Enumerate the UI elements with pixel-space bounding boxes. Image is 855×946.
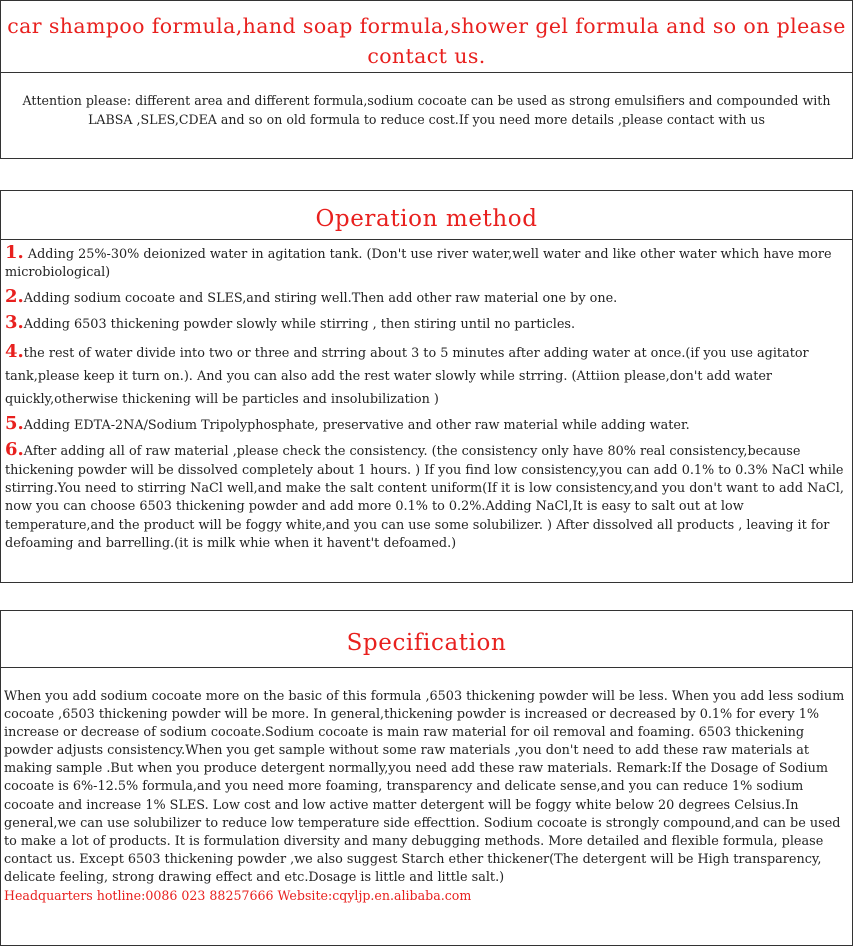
step-number: 5. bbox=[5, 413, 24, 435]
specification-body bbox=[1, 668, 852, 906]
attention-text: Attention please: different area and different formula,sodium cocoate can be used as strong emulsifiers and compounded with LABSA ,SLES,CDEA and so on old formula to reduce cost.If you need more details ,please contact with us bbox=[22, 93, 831, 127]
header-title-box bbox=[0, 0, 853, 73]
header-title: car shampoo formula,hand soap formula,shower gel formula and so on please contact us. bbox=[7, 14, 846, 68]
specification-section bbox=[0, 610, 853, 946]
specification-title: Specification bbox=[1, 611, 852, 668]
operation-section bbox=[0, 190, 853, 583]
specification-paragraph: When you add sodium cocoate more on the basic of this formula ,6503 thickening powder will be less. When you add less sodium cocoate ,6503 thickening powder will be more. In general,thickening powder is increased or decreased by 0.1% for every 1% increase or decrease of sodium cocoate.Sodium cocoate is main raw material for oil removal and foaming. 6503 thickening powder adjusts consistency.When you get sample without some raw materials ,you don't need to add these raw materials at making sample .But when you produce detergent normally,you need add these raw materials. Remark:If the Dosage of Sodium cocoate is 6%-12.5% formula,and you need more foaming, transparency and delicate sense,and you can reduce 1% sodium cocoate and increase 1% SLES. Low cost and low active matter detergent will be foggy white below 20 degrees Celsius.In general,we can use solubilizer to reduce low temperature side effecttion. Sodium cocoate is strongly compound,and can be used to make a lot of products. It is formulation diversity and many debugging methods. More detailed and flexible formula, please contact us. Except 6503 thickening powder ,we also suggest Starch ether thickener(The detergent will be High transparency, delicate feeling, strong drawing effect and etc.Dosage is little and little salt.) bbox=[4, 689, 845, 885]
step-3 bbox=[5, 311, 848, 334]
step-2 bbox=[5, 285, 848, 308]
step-number: 6. bbox=[5, 439, 24, 461]
step-number: 2. bbox=[5, 285, 24, 307]
step-text: Adding 6503 thickening powder slowly while stirring , then stiring until no particles. bbox=[23, 316, 576, 332]
step-number: 3. bbox=[5, 311, 24, 333]
step-text: Adding 25%-30% deionized water in agitation tank. (Don't use river water,well water and like other water which have more microbiological) bbox=[5, 247, 832, 281]
hotline-text: Headquarters hotline:0086 023 88257666 Website:cqyljp.en.alibaba.com bbox=[4, 888, 472, 904]
operation-title: Operation method bbox=[1, 191, 852, 240]
step-6 bbox=[5, 441, 848, 553]
step-5 bbox=[5, 415, 848, 435]
step-text: Adding sodium cocoate and SLES,and stiring well.Then add other raw material one by one. bbox=[23, 290, 618, 306]
attention-box bbox=[0, 72, 853, 159]
step-text: Adding EDTA-2NA/Sodium Tripolyphosphate, preservative and other raw material while adding water. bbox=[23, 418, 690, 434]
operation-steps bbox=[1, 244, 852, 553]
step-text: the rest of water divide into two or three and strring about 3 to 5 minutes after adding water at once.(if you use agitator tank,please keep it turn on.). And you can also add the rest water slowly while strring. (Attiion please,don't add water quickly,otherwise thickening will be particles and insolubilization ) bbox=[5, 346, 809, 408]
step-text: After adding all of raw material ,please check the consistency. (the consistency only have 80% real consistency,because thickening powder will be dissolved completely about 1 hours. ) If you find low consistency,you can add 0.1% to 0.3% NaCl while stirring.You need to stirring NaCl well,and make the salt content uniform(If it is low consistency,and you don't want to add NaCl, now you can choose 6503 thickening powder and add more 0.1% to 0.2%.Adding NaCl,It is easy to salt out at low temperature,and the product will be foggy white,and you can use some solubilizer. ) After dissolved all products , leaving it for defoaming and barrelling.(it is milk whie when it havent't defoamed.) bbox=[5, 444, 844, 551]
step-number: 1. bbox=[5, 242, 24, 263]
step-1 bbox=[5, 244, 848, 283]
step-4 bbox=[5, 340, 848, 411]
step-number: 4. bbox=[5, 341, 24, 363]
